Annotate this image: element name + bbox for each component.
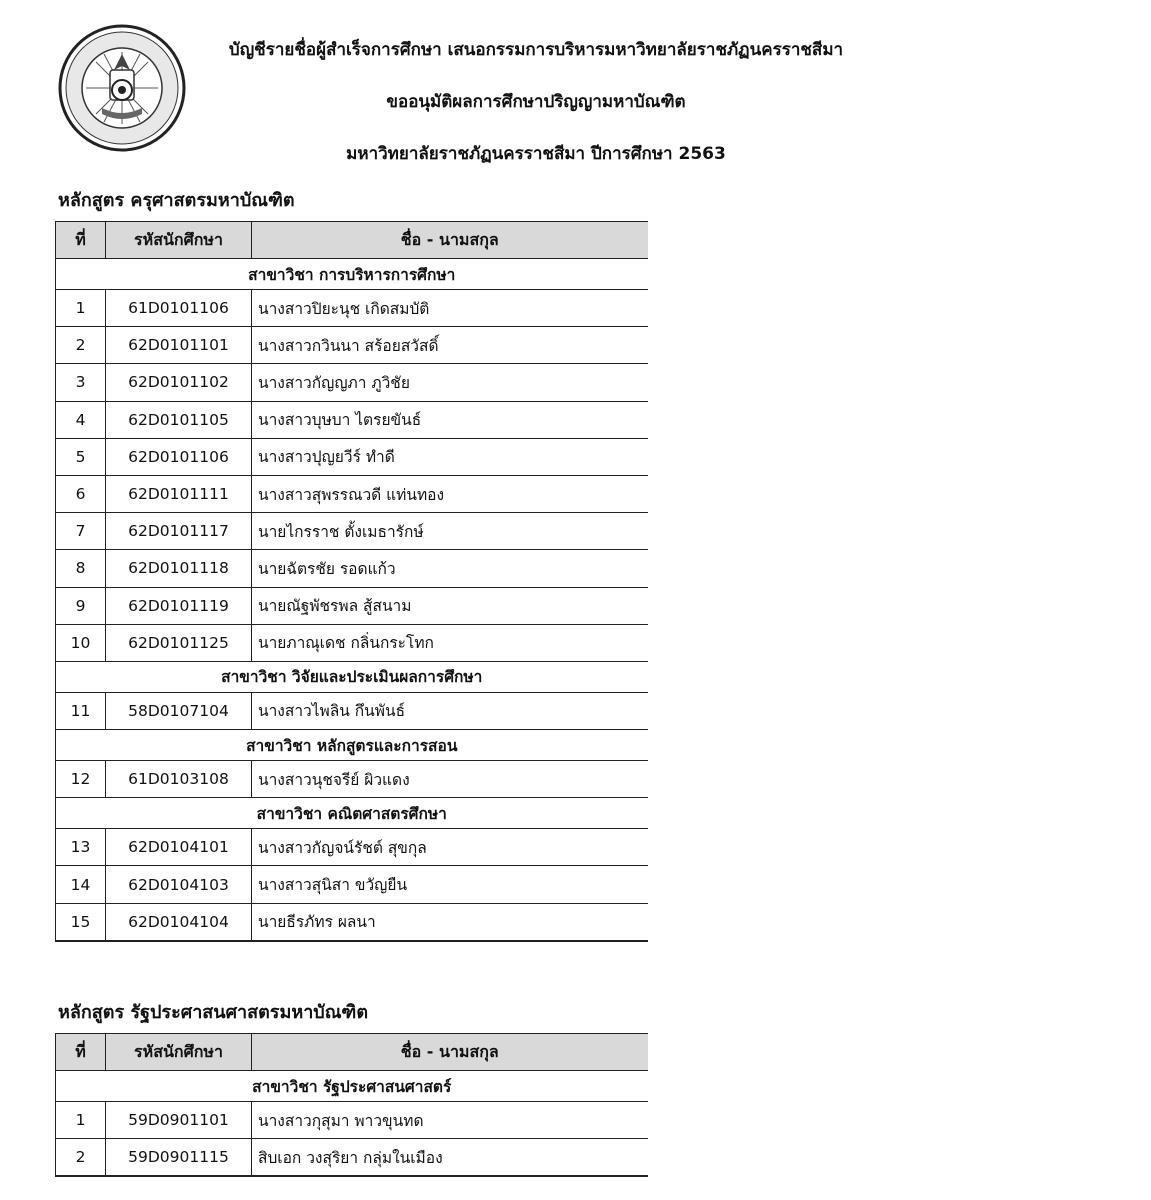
student-no: 10	[56, 624, 106, 661]
table-row	[56, 438, 648, 475]
major-name: สาขาวิชา วิจัยและประเมินผลการศึกษา	[56, 661, 648, 692]
column-header-name: ชื่อ - นามสกุล	[252, 1034, 648, 1071]
table-row	[56, 692, 648, 729]
table-row	[56, 475, 648, 512]
student-name: นายภาณุเดช กลิ่นกระโทก	[252, 624, 648, 661]
table-header-row	[56, 1034, 648, 1071]
student-code: 62D0101102	[106, 364, 252, 401]
student-code: 62D0101101	[106, 327, 252, 364]
student-no: 1	[56, 1102, 106, 1139]
student-no: 7	[56, 513, 106, 550]
major-row	[56, 798, 648, 829]
column-header-code: รหัสนักศึกษา	[106, 222, 252, 259]
table-row	[56, 1102, 648, 1139]
student-no: 4	[56, 401, 106, 438]
major-name: สาขาวิชา คณิตศาสตรศึกษา	[56, 798, 648, 829]
column-header-no: ที่	[56, 222, 106, 259]
document-subtitle: ขออนุมัติผลการศึกษาปริญญามหาบัณฑิต	[386, 92, 686, 112]
university-seal-icon	[58, 24, 186, 152]
student-no: 2	[56, 1139, 106, 1177]
student-no: 11	[56, 692, 106, 729]
student-code: 61D0101106	[106, 290, 252, 327]
student-code: 62D0104104	[106, 903, 252, 941]
student-no: 3	[56, 364, 106, 401]
student-code: 62D0101125	[106, 624, 252, 661]
student-no: 5	[56, 438, 106, 475]
column-header-code: รหัสนักศึกษา	[106, 1034, 252, 1071]
column-header-name: ชื่อ - นามสกุล	[252, 222, 648, 259]
table-row	[56, 327, 648, 364]
table-row	[56, 587, 648, 624]
major-row	[56, 259, 648, 290]
student-no: 2	[56, 327, 106, 364]
student-name: นางสาวกัญญภา ภูวิชัย	[252, 364, 648, 401]
student-name: นางสาวบุษบา ไตรยขันธ์	[252, 401, 648, 438]
document-title: บัญชีรายชื่อผู้สำเร็จการศึกษา เสนอกรรมการบริหารมหาวิทยาลัยราชภัฏนครราชสีมา	[228, 40, 844, 60]
table-row	[56, 903, 648, 941]
major-row	[56, 661, 648, 692]
student-code: 62D0104103	[106, 866, 252, 903]
student-name: สิบเอก วงสุริยา กลุ่มในเมือง	[252, 1139, 648, 1177]
column-header-no: ที่	[56, 1034, 106, 1071]
student-name: นายไกรราช ตั้งเมธารักษ์	[252, 513, 648, 550]
student-no: 6	[56, 475, 106, 512]
table-row	[56, 829, 648, 866]
student-name: นายณัฐพัชรพล สู้สนาม	[252, 587, 648, 624]
student-code: 62D0104101	[106, 829, 252, 866]
student-code: 62D0101117	[106, 513, 252, 550]
graduates-table	[55, 1033, 648, 1177]
student-code: 61D0103108	[106, 761, 252, 798]
student-name: นางสาวปิยะนุช เกิดสมบัติ	[252, 290, 648, 327]
student-name: นางสาวไพลิน กึนพันธ์	[252, 692, 648, 729]
student-code: 62D0101105	[106, 401, 252, 438]
table-header-row	[56, 222, 648, 259]
student-name: นางสาวปุญยวีร์ ทำดี	[252, 438, 648, 475]
student-code: 59D0901115	[106, 1139, 252, 1177]
table-row	[56, 761, 648, 798]
student-name: นางสาวกัญจน์รัชต์ สุขกุล	[252, 829, 648, 866]
major-name: สาขาวิชา รัฐประศาสนศาสตร์	[56, 1071, 648, 1102]
program-title: หลักสูตร ครุศาสตรมหาบัณฑิต	[58, 190, 295, 211]
table-row	[56, 1139, 648, 1177]
student-name: นางสาวสุนิสา ขวัญยืน	[252, 866, 648, 903]
table-row	[56, 401, 648, 438]
student-no: 13	[56, 829, 106, 866]
student-code: 62D0101118	[106, 550, 252, 587]
table-row	[56, 364, 648, 401]
student-no: 12	[56, 761, 106, 798]
major-row	[56, 730, 648, 761]
major-row	[56, 1071, 648, 1102]
student-name: นางสาวนุชจรีย์ ผิวแดง	[252, 761, 648, 798]
student-no: 8	[56, 550, 106, 587]
table-row	[56, 513, 648, 550]
table-row	[56, 624, 648, 661]
student-name: นางสาวสุพรรณวดี แท่นทอง	[252, 475, 648, 512]
document-university-year: มหาวิทยาลัยราชภัฏนครราชสีมา ปีการศึกษา 2563	[346, 144, 726, 164]
student-name: นายธีรภัทร ผลนา	[252, 903, 648, 941]
student-code: 58D0107104	[106, 692, 252, 729]
table-row	[56, 550, 648, 587]
student-no: 14	[56, 866, 106, 903]
student-no: 15	[56, 903, 106, 941]
student-code: 62D0101111	[106, 475, 252, 512]
program-title: หลักสูตร รัฐประศาสนศาสตรมหาบัณฑิต	[58, 1002, 369, 1023]
student-no: 1	[56, 290, 106, 327]
table-row	[56, 866, 648, 903]
major-name: สาขาวิชา การบริหารการศึกษา	[56, 259, 648, 290]
table-row	[56, 290, 648, 327]
major-name: สาขาวิชา หลักสูตรและการสอน	[56, 730, 648, 761]
graduates-table	[55, 221, 648, 942]
student-code: 59D0901101	[106, 1102, 252, 1139]
student-name: นางสาวกุสุมา พาวขุนทด	[252, 1102, 648, 1139]
student-name: นางสาวกวินนา สร้อยสวัสดิ์	[252, 327, 648, 364]
student-code: 62D0101106	[106, 438, 252, 475]
student-no: 9	[56, 587, 106, 624]
student-code: 62D0101119	[106, 587, 252, 624]
student-name: นายฉัตรชัย รอดแก้ว	[252, 550, 648, 587]
